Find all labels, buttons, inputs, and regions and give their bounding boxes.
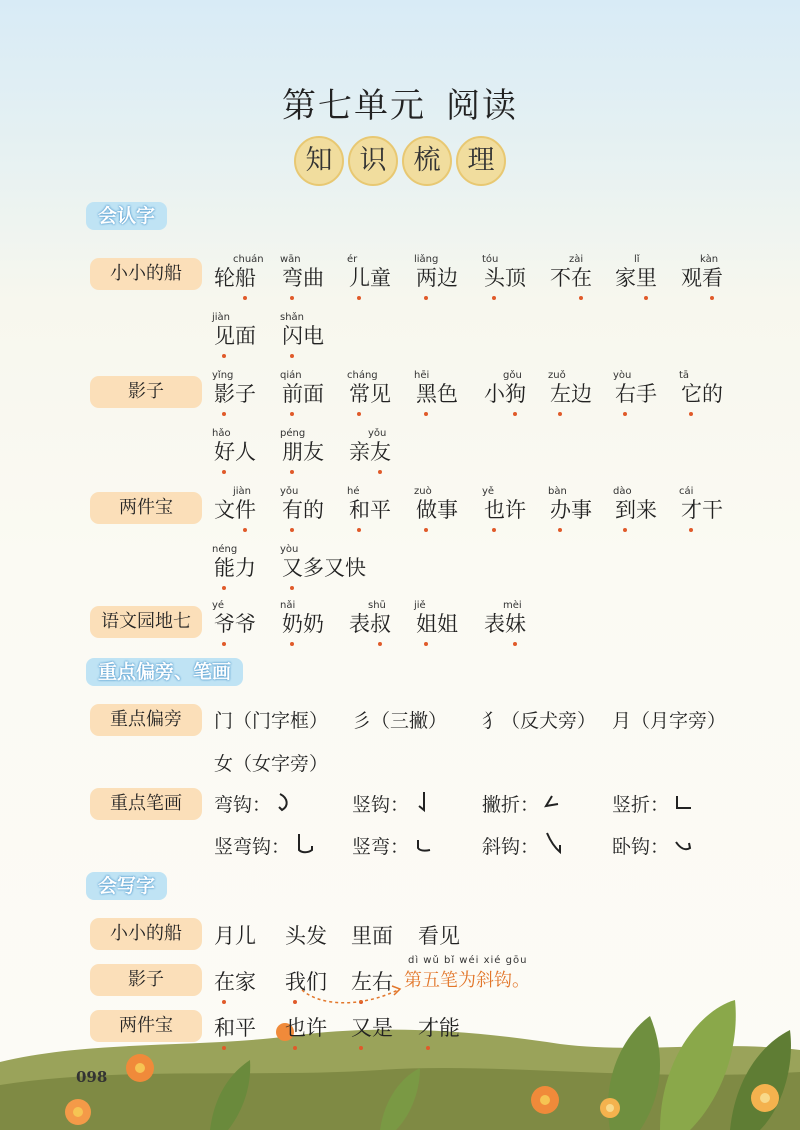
- pinyin: tóu: [482, 254, 499, 265]
- vocab-word: [679, 486, 723, 524]
- emphasis-dot: [513, 642, 517, 646]
- vocab-word-text: 奶奶: [282, 612, 324, 636]
- write-word: [214, 920, 256, 950]
- vocab-word-text: 黑色: [416, 382, 458, 406]
- vocab-word-text: 两边: [416, 266, 458, 290]
- shuwan-stroke-icon: [412, 830, 434, 856]
- radical-item: 彡（三撇）: [352, 710, 448, 732]
- pinyin: shū: [368, 600, 386, 611]
- group-label: 重点笔画: [90, 788, 202, 820]
- pinyin: liǎng: [414, 254, 439, 265]
- write-word-text: 和平: [214, 1016, 256, 1040]
- emphasis-dot: [513, 412, 517, 416]
- vocab-word-text: 亲友: [349, 440, 391, 464]
- write-word-text: 月儿: [214, 924, 256, 948]
- group-label: 两件宝: [90, 1010, 202, 1042]
- vocab-word-text: 有的: [282, 498, 324, 522]
- stroke-note: 第五笔为斜钩。: [404, 970, 530, 991]
- stroke-label: 斜钩：: [482, 836, 540, 858]
- shugou-stroke-icon: [412, 788, 434, 814]
- vocab-word: [679, 370, 723, 408]
- vocab-word: [280, 312, 324, 350]
- vocab-word: [613, 486, 657, 524]
- emphasis-dot: [623, 412, 627, 416]
- emphasis-dot: [222, 412, 226, 416]
- shuzhe-stroke-icon: [672, 788, 694, 814]
- vocab-word-text: 小狗: [484, 382, 526, 406]
- vocab-word: [347, 254, 391, 292]
- vocab-word-text: 和平: [349, 498, 391, 522]
- group-label: 影子: [90, 376, 202, 408]
- vocab-word: [482, 254, 526, 292]
- write-word: [351, 1012, 393, 1042]
- emphasis-dot: [623, 528, 627, 532]
- unit-label: 第七单元: [282, 86, 426, 126]
- section-tag-recognize: 会认字: [86, 202, 167, 230]
- pinyin: kàn: [700, 254, 719, 265]
- vocab-word: [212, 428, 256, 466]
- emphasis-dot: [357, 296, 361, 300]
- vocab-word: [681, 254, 723, 292]
- emphasis-dot: [359, 1046, 363, 1050]
- page-number: 098: [76, 1068, 108, 1086]
- vocab-word-text: 好人: [214, 440, 256, 464]
- stroke-item: [214, 832, 290, 859]
- pinyin: yé: [212, 600, 225, 611]
- emphasis-dot: [357, 412, 361, 416]
- pinyin: néng: [212, 544, 238, 555]
- wangou-stroke-icon: [274, 788, 296, 814]
- pinyin: yòu: [613, 370, 632, 381]
- xiegou-stroke-icon: [542, 830, 564, 856]
- pinyin: gǒu: [503, 370, 522, 381]
- write-word-text: 看见: [418, 924, 460, 948]
- emphasis-dot: [492, 528, 496, 532]
- write-word: [351, 966, 393, 996]
- vocab-word: [615, 254, 657, 292]
- vocab-word: [212, 600, 256, 638]
- emphasis-dot: [579, 296, 583, 300]
- vocab-word: [347, 370, 391, 408]
- pinyin: mèi: [503, 600, 522, 611]
- subtitle-char: 理: [456, 136, 506, 186]
- vocab-word: [550, 254, 592, 292]
- vocab-word-text: 弯曲: [282, 266, 324, 290]
- emphasis-dot: [293, 1000, 297, 1004]
- pinyin: jiàn: [233, 486, 252, 497]
- vocab-word-text: 儿童: [349, 266, 391, 290]
- group-label: 语文园地七: [90, 606, 202, 638]
- vocab-word: [214, 254, 264, 292]
- emphasis-dot: [710, 296, 714, 300]
- pinyin: hé: [347, 486, 360, 497]
- vocab-word-text: 表妹: [484, 612, 526, 636]
- vocab-word: [280, 254, 324, 292]
- page-title: [0, 78, 800, 127]
- vocab-word: [484, 370, 526, 408]
- stroke-item: [352, 832, 409, 859]
- write-word-text: 在家: [214, 970, 256, 994]
- section-tag-radicals-strokes: 重点偏旁、笔画: [86, 658, 243, 686]
- vocab-word: [212, 370, 256, 408]
- vocab-word-text: 右手: [615, 382, 657, 406]
- write-word: [285, 1012, 327, 1042]
- vocab-word-text: 才干: [681, 498, 723, 522]
- vocab-word-text: 文件: [214, 498, 256, 522]
- group-label: 两件宝: [90, 492, 202, 524]
- emphasis-dot: [290, 296, 294, 300]
- vocab-word-text: 也许: [484, 498, 526, 522]
- write-word-text: 我们: [285, 970, 327, 994]
- stroke-label: 竖钩：: [352, 794, 410, 816]
- emphasis-dot: [222, 470, 226, 474]
- stroke-label: 弯钩：: [214, 794, 272, 816]
- pinyin: qián: [280, 370, 302, 381]
- pinyin: bàn: [548, 486, 567, 497]
- pinyin: lǐ: [634, 254, 640, 265]
- pinyin: yǒu: [280, 486, 299, 497]
- vocab-word-text: 左边: [550, 382, 592, 406]
- pinyin: dào: [613, 486, 632, 497]
- emphasis-dot: [424, 296, 428, 300]
- pinyin: wān: [280, 254, 301, 265]
- vocab-word-text: 家里: [615, 266, 657, 290]
- emphasis-dot: [558, 412, 562, 416]
- emphasis-dot: [222, 642, 226, 646]
- emphasis-dot: [378, 642, 382, 646]
- vocab-word-text: 又多又快: [282, 556, 366, 580]
- vocab-word-text: 观看: [681, 266, 723, 290]
- write-word: [418, 920, 460, 950]
- note-pinyin: dì wǔ bǐ wéi xié gōu: [408, 955, 528, 966]
- pinyin: péng: [280, 428, 306, 439]
- vocab-word: [548, 486, 592, 524]
- radical-item: 女（女字旁）: [214, 753, 329, 775]
- vocab-word: [280, 544, 366, 582]
- pinyin: chuán: [233, 254, 264, 265]
- vocab-word: [484, 600, 526, 638]
- emphasis-dot: [293, 1046, 297, 1050]
- emphasis-dot: [290, 470, 294, 474]
- vocab-word: [414, 486, 458, 524]
- pinyin: hǎo: [212, 428, 231, 439]
- pinyin: ér: [347, 254, 358, 265]
- write-word: [285, 920, 327, 950]
- vocab-word-text: 轮船: [214, 266, 256, 290]
- radical-item: 门（门字框）: [214, 710, 329, 732]
- emphasis-dot: [426, 1046, 430, 1050]
- emphasis-dot: [424, 412, 428, 416]
- pinyin: tā: [679, 370, 690, 381]
- write-word: [418, 1012, 460, 1042]
- emphasis-dot: [243, 528, 247, 532]
- pinyin: shǎn: [280, 312, 305, 323]
- emphasis-dot: [492, 296, 496, 300]
- stroke-label: 竖折：: [612, 794, 670, 816]
- write-word-text: 里面: [351, 924, 393, 948]
- emphasis-dot: [689, 528, 693, 532]
- vocab-word-text: 办事: [550, 498, 592, 522]
- pinyin: cái: [679, 486, 694, 497]
- stroke-label: 卧钩：: [612, 836, 670, 858]
- vocab-word: [349, 428, 391, 466]
- vocab-word: [548, 370, 592, 408]
- vocab-word: [482, 486, 526, 524]
- wogou-stroke-icon: [672, 830, 694, 856]
- vocab-word-text: 做事: [416, 498, 458, 522]
- section-label: 阅读: [446, 86, 518, 126]
- shuwangou-stroke-icon: [294, 830, 316, 856]
- emphasis-dot: [290, 586, 294, 590]
- pinyin: jiě: [414, 600, 426, 611]
- vocab-word-text: 能力: [214, 556, 256, 580]
- pinyin: yòu: [280, 544, 299, 555]
- emphasis-dot: [424, 642, 428, 646]
- write-word: [214, 1012, 256, 1042]
- vocab-word-text: 影子: [214, 382, 256, 406]
- group-label: 重点偏旁: [90, 704, 202, 736]
- group-label: 小小的船: [90, 918, 202, 950]
- vocab-word-text: 常见: [349, 382, 391, 406]
- write-word: [214, 966, 256, 996]
- vocab-word: [212, 544, 256, 582]
- write-word-text: 左右: [351, 970, 393, 994]
- vocab-word-text: 头顶: [484, 266, 526, 290]
- vocab-word: [349, 600, 391, 638]
- vocab-word: [280, 600, 324, 638]
- vocab-word: [280, 486, 324, 524]
- pinyin: nǎi: [280, 600, 296, 611]
- radical-item: 犭（反犬旁）: [482, 710, 597, 732]
- write-word-text: 才能: [418, 1016, 460, 1040]
- group-label: 小小的船: [90, 258, 202, 290]
- emphasis-dot: [558, 528, 562, 532]
- stroke-label: 竖弯钩：: [214, 836, 291, 858]
- emphasis-dot: [359, 1000, 363, 1004]
- emphasis-dot: [243, 296, 247, 300]
- vocab-word-text: 它的: [681, 382, 723, 406]
- subtitle-char: 梳: [402, 136, 452, 186]
- vocab-word-text: 不在: [550, 266, 592, 290]
- emphasis-dot: [222, 1046, 226, 1050]
- vocab-word: [280, 428, 324, 466]
- write-word: [351, 920, 393, 950]
- vocab-word: [414, 600, 458, 638]
- emphasis-dot: [644, 296, 648, 300]
- emphasis-dot: [290, 528, 294, 532]
- stroke-label: 竖弯：: [352, 836, 410, 858]
- vocab-word-text: 见面: [214, 324, 256, 348]
- vocab-word-text: 前面: [282, 382, 324, 406]
- emphasis-dot: [378, 470, 382, 474]
- write-word-text: 头发: [285, 924, 327, 948]
- emphasis-dot: [222, 354, 226, 358]
- vocab-word: [414, 254, 458, 292]
- radical-item: 月（月字旁）: [612, 710, 727, 732]
- vocab-word-text: 到来: [615, 498, 657, 522]
- pinyin: zuò: [414, 486, 432, 497]
- emphasis-dot: [357, 528, 361, 532]
- vocab-word: [214, 486, 256, 524]
- pinyin: cháng: [347, 370, 378, 381]
- write-word-text: 也许: [285, 1016, 327, 1040]
- emphasis-dot: [222, 586, 226, 590]
- vocab-word: [212, 312, 256, 350]
- subtitle: [0, 136, 800, 186]
- stroke-item: [214, 790, 271, 817]
- emphasis-dot: [222, 1000, 226, 1004]
- emphasis-dot: [689, 412, 693, 416]
- stroke-item: [352, 790, 409, 817]
- pinyin: jiàn: [212, 312, 231, 323]
- emphasis-dot: [424, 528, 428, 532]
- stroke-item: [612, 832, 669, 859]
- emphasis-dot: [290, 642, 294, 646]
- piezhe-stroke-icon: [542, 788, 564, 814]
- write-word: [285, 966, 327, 996]
- vocab-word-text: 姐姐: [416, 612, 458, 636]
- vocab-word-text: 朋友: [282, 440, 324, 464]
- vocab-word: [414, 370, 458, 408]
- subtitle-char: 知: [294, 136, 344, 186]
- vocab-word-text: 闪电: [282, 324, 324, 348]
- emphasis-dot: [290, 412, 294, 416]
- vocab-word: [347, 486, 391, 524]
- write-word-text: 又是: [351, 1016, 393, 1040]
- stroke-label: 撇折：: [482, 794, 540, 816]
- stroke-item: [482, 790, 539, 817]
- subtitle-char: 识: [348, 136, 398, 186]
- pinyin: yǒu: [368, 428, 387, 439]
- group-label: 影子: [90, 964, 202, 996]
- pinyin: yǐng: [212, 370, 234, 381]
- emphasis-dot: [290, 354, 294, 358]
- stroke-item: [612, 790, 669, 817]
- vocab-word: [280, 370, 324, 408]
- pinyin: yě: [482, 486, 495, 497]
- pinyin: zài: [569, 254, 584, 265]
- stroke-item: [482, 832, 539, 859]
- section-tag-write: 会写字: [86, 872, 167, 900]
- vocab-word-text: 表叔: [349, 612, 391, 636]
- vocab-word: [613, 370, 657, 408]
- vocab-word-text: 爷爷: [214, 612, 256, 636]
- pinyin: hēi: [414, 370, 430, 381]
- pinyin: zuǒ: [548, 370, 566, 381]
